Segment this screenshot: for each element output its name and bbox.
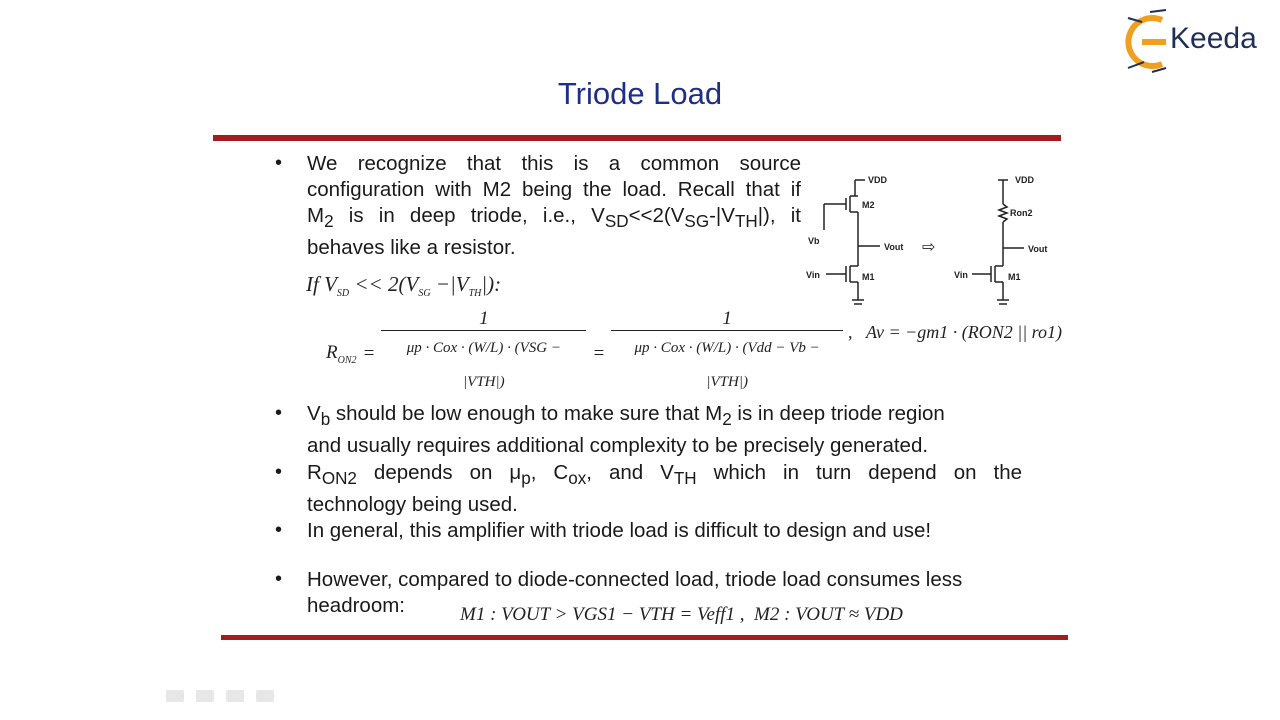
bullet-4: In general, this amplifier with triode load is difficult to design and use! bbox=[307, 519, 932, 542]
right-ron2-label: Ron2 bbox=[1010, 208, 1033, 218]
bullet-dot: • bbox=[275, 519, 283, 541]
slide-nav-controls[interactable] bbox=[166, 690, 274, 702]
logo-text: Keeda bbox=[1170, 22, 1257, 55]
bullet-1-line-3: $M_2$ is in deep triode, i.e., $V_{SD}<<2(V_{SG}-|V_{TH}|)$, it bbox=[307, 204, 801, 232]
ron-fraction-1: $\frac{1}{\text{μp · Cox · (W/L) · (VSG − |VTH|)}}$ bbox=[381, 308, 586, 399]
right-vdd-label: VDD bbox=[1015, 175, 1035, 185]
ron-fraction-2: $\frac{1}{\text{μp · Cox · (W/L) · (Vdd − Vb − |VTH|)}}$ bbox=[611, 308, 843, 399]
bullet-5-line-1: However, compared to diode-connected load, triode load consumes less bbox=[307, 568, 963, 591]
left-vb-label: Vb bbox=[808, 236, 820, 246]
left-vin-label: Vin bbox=[806, 270, 820, 280]
bullet-1-line-2: configuration with M2 being the load. Recall that if bbox=[307, 178, 801, 201]
triode-load-circuit bbox=[800, 168, 1070, 318]
bullet-dot: • bbox=[275, 461, 283, 483]
right-vin-label: Vin bbox=[954, 270, 968, 280]
left-vdd-label: VDD bbox=[868, 175, 888, 185]
bullet-5-line-2: headroom: bbox=[307, 594, 406, 617]
bullet-dot: • bbox=[275, 568, 283, 590]
left-m2-label: M2 bbox=[862, 200, 875, 210]
bullet-dot: • bbox=[275, 152, 283, 174]
bullet-dot: • bbox=[275, 402, 283, 424]
right-m1-label: M1 bbox=[1008, 272, 1021, 282]
left-vout-label: Vout bbox=[884, 242, 904, 252]
bottom-divider bbox=[221, 635, 1068, 640]
bullet-3 bbox=[307, 460, 1022, 518]
left-m1-label: M1 bbox=[862, 272, 875, 282]
bullet-3-line-1: $R_{ON2}$ depends on $\mu_p$, $C_{ox}$, and $V_{TH}$ which in turn depend on the bbox=[307, 461, 1023, 489]
bullet-1 bbox=[307, 151, 801, 261]
bullet-3-line-2: technology being used. bbox=[307, 493, 518, 517]
headroom-equation: M1 : VOUT > VGS1 − VTH = Veff1 , M2 : VOUT ≈ VDD bbox=[460, 604, 903, 625]
top-divider bbox=[213, 135, 1061, 141]
slide-title: Triode Load bbox=[557, 76, 723, 111]
bullet-1-line-1: We recognize that this is a common source bbox=[307, 152, 801, 175]
bullet-2 bbox=[307, 401, 1022, 459]
bullet-1-line-4: behaves like a resistor. bbox=[307, 236, 516, 260]
gain-equation: , Av = −gm1 · (RON2 || ro1) bbox=[848, 322, 1063, 342]
bullet-2-line-1: $V_b$ should be low enough to make sure that $M_2$ is in deep triode region bbox=[307, 402, 945, 430]
next-slide-icon[interactable] bbox=[256, 690, 274, 702]
menu-icon[interactable] bbox=[226, 690, 244, 702]
triode-condition: If $V_{SD} << 2(V_{SG} -|V_{TH}|)$: bbox=[306, 272, 502, 300]
prev-slide-icon[interactable] bbox=[166, 690, 184, 702]
right-vout-label: Vout bbox=[1028, 244, 1048, 254]
bullet-2-line-2: and usually requires additional complexity to be precisely generated. bbox=[307, 434, 929, 458]
equivalent-arrow: ⇨ bbox=[922, 239, 936, 256]
pen-icon[interactable] bbox=[196, 690, 214, 702]
ron-equation: $R_{ON2}$ = $\frac{1}{\text{μp · Cox · (W/L) · (VSG − |VTH|)}}$ = $\frac{1}{\text{μp · Cox · (W/L) · (Vdd − Vb − |VTH|)}}$ bbox=[326, 308, 866, 399]
